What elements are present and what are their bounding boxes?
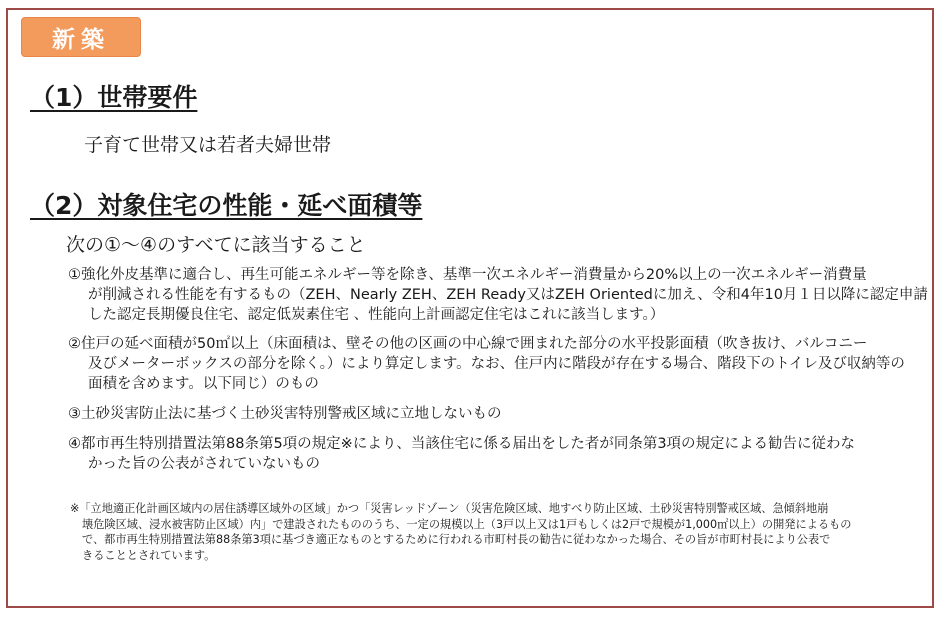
criterion-line: が削減される性能を有するもの（ZEH、Nearly ZEH、ZEH Ready又はZEH Orientedに加え、令和4年10月１日以降に認定申請 — [88, 287, 928, 303]
criterion-line: 面積を含めます。以下同じ）のもの — [88, 376, 319, 392]
criterion-line: ④都市再生特別措置法第88条第5項の規定※により、当該住宅に係る届出をした者が同条第3項の規定による勧告に従わな — [68, 436, 856, 452]
household-requirement-text: 子育て世帯又は若者夫婦世帯 — [84, 134, 332, 156]
footnote-line: きることとされています。 — [82, 548, 216, 562]
criterion-line: 及びメーターボックスの部分を除く。）により算定します。なお、住戸内に階段が存在する場合、階段下のトイレ及び収納等の — [88, 356, 905, 372]
criterion-item-1 — [68, 265, 928, 325]
footnote-line: で、都市再生特別措置法第88条第3項に基づき適正なものとするために行われる市町村長の勧告に従わなかった場合、その旨が市町村長により公表で — [82, 533, 831, 546]
criterion-line: ③土砂災害防止法に基づく土砂災害特別警戒区域に立地しないもの — [68, 406, 502, 422]
footnote — [70, 501, 930, 563]
criterion-item-4 — [68, 434, 928, 474]
criteria-lead-text: 次の①～④のすべてに該当すること — [66, 234, 366, 256]
footnote-line: 壊危険区域、浸水被害防止区域）内」で建設されたもののうち、一定の規模以上（3戸以上又は1戸もしくは2戸で規模が1,000㎡以上）の開発によるもの — [82, 517, 852, 531]
housing-performance-heading: （2）対象住宅の性能・延べ面積等 — [30, 191, 423, 220]
criterion-item-3 — [68, 404, 928, 424]
footnote-line: ※「立地適正化計画区域内の居住誘導区域外の区域」かつ「災害レッドゾーン（災害危険区域、地すべり防止区域、土砂災害特別警戒区域、急傾斜地崩 — [70, 502, 829, 515]
new-construction-badge: 新築 — [21, 17, 141, 57]
household-requirement-heading: （1）世帯要件 — [30, 83, 198, 112]
criterion-line: ②住戸の延べ面積が50㎡以上（床面積は、壁その他の区画の中心線で囲まれた部分の水平投影面積（吹き抜け、バルコニー — [68, 336, 868, 352]
criterion-line: かった旨の公表がされていないもの — [88, 456, 320, 472]
criterion-line: した認定長期優良住宅、認定低炭素住宅 、性能向上計画認定住宅はこれに該当します。） — [88, 307, 665, 323]
criterion-line: ①強化外皮基準に適合し、再生可能エネルギー等を除き、基準一次エネルギー消費量から20%以上の一次エネルギー消費量 — [68, 267, 867, 283]
criterion-item-2 — [68, 334, 928, 394]
